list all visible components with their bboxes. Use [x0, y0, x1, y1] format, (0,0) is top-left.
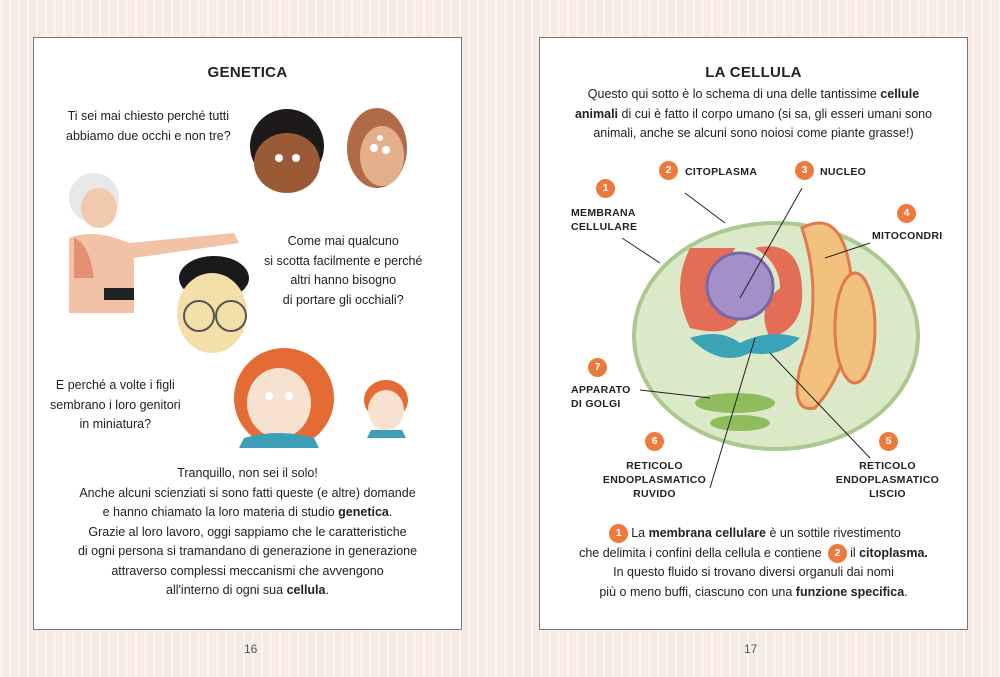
text: più o meno buffi, ciascuno con una — [599, 584, 796, 599]
nucleus — [707, 253, 773, 319]
text-line: Come mai qualcuno — [287, 234, 399, 248]
text: e hanno chiamato la loro materia di studio — [102, 505, 339, 519]
text: è un sottile rivestimento — [766, 526, 901, 540]
red-hair-child — [364, 380, 408, 438]
bold-term: animali — [574, 106, 619, 121]
label-line: RETICOLO — [626, 460, 683, 472]
text: . — [325, 583, 329, 597]
text: Questo qui sotto è lo schema di una delle tantissime — [587, 87, 881, 101]
badge-2-inline: 2 — [828, 544, 847, 563]
glasses-face — [177, 256, 249, 353]
badge-1: 1 — [596, 179, 615, 198]
badge-7: 7 — [588, 358, 607, 377]
text: La — [631, 526, 649, 540]
page-number: 16 — [244, 642, 258, 656]
bold-term: genetica — [338, 505, 389, 519]
text-line: di portare gli occhiali? — [282, 292, 404, 307]
page-title: GENETICA — [207, 64, 288, 81]
bold-term: membrana cellulare — [648, 526, 766, 540]
label-mitocondri: MITOCONDRI — [872, 230, 943, 242]
label-line: ENDOPLASMATICO — [602, 474, 707, 486]
text-line: sembrano i loro genitori — [50, 397, 181, 412]
red-hair-parent — [234, 348, 334, 448]
label-line: DI GOLGI — [571, 398, 621, 410]
badge-1-inline: 1 — [609, 524, 628, 543]
text: di cui è fatto il corpo umano (si sa, gli esseri umani sono — [618, 106, 933, 121]
bold-term: citoplasma. — [859, 545, 928, 560]
badge-3: 3 — [795, 161, 814, 180]
bold-term: cellula — [286, 583, 326, 597]
badge-4: 4 — [897, 204, 916, 223]
label-citoplasma: CITOPLASMA — [685, 166, 758, 178]
right-page — [539, 37, 968, 630]
text-line: E perché a volte i figli — [55, 378, 175, 392]
label-line: RUVIDO — [633, 488, 676, 500]
page-number: 17 — [744, 642, 758, 656]
curly-hair-face — [250, 109, 324, 193]
text: . — [388, 505, 393, 519]
label-line: LISCIO — [869, 488, 906, 500]
text-line: si scotta facilmente e perché — [264, 253, 423, 268]
badge-6: 6 — [645, 432, 664, 451]
label-apparato-golgi — [571, 383, 631, 411]
text-line: altri hanno bisogno — [290, 273, 397, 287]
label-membrana-cellulare — [571, 206, 637, 234]
page-title: LA CELLULA — [705, 64, 802, 81]
badge-2: 2 — [659, 161, 678, 180]
bold-term: funzione specifica — [795, 584, 905, 599]
text-line: Tranquillo, non sei il solo! — [177, 466, 318, 480]
label-nucleo: NUCLEO — [820, 166, 867, 178]
text-line: In questo fluido si trovano diversi organuli dai nomi — [613, 565, 894, 579]
label-line: MEMBRANA — [571, 207, 636, 219]
text: il — [850, 545, 860, 560]
badge-5: 5 — [879, 432, 898, 451]
bold-term: cellule — [880, 87, 920, 101]
left-page — [33, 37, 462, 630]
text-line: Ti sei mai chiesto perché tutti — [67, 109, 230, 123]
text-line: attraverso complessi meccanismi che avvengono — [111, 563, 384, 578]
genetics-paragraph — [34, 464, 461, 601]
text-line: Grazie al loro lavoro, oggi sappiamo che le caratteristiche — [88, 524, 407, 539]
label-reticolo-liscio — [830, 459, 945, 501]
text: che delimita i confini della cellula e contiene — [579, 545, 826, 560]
text-line: in miniatura? — [79, 417, 152, 431]
text: . — [904, 584, 908, 599]
three-eyed-face — [347, 108, 407, 188]
label-reticolo-ruvido — [597, 459, 712, 501]
text-line: Anche alcuni scienziati si sono fatti queste (e altre) domande — [79, 485, 416, 500]
text: all'interno di ogni sua — [166, 583, 287, 597]
bottom-paragraph — [540, 524, 967, 602]
text-line: abbiamo due occhi e non tre? — [66, 128, 231, 143]
text-line: animali, anche se alcuni sono noiosi come piante grasse!) — [593, 126, 914, 140]
label-line: RETICOLO — [859, 460, 916, 472]
illustration-people — [34, 38, 463, 458]
label-line: CELLULARE — [571, 221, 638, 233]
text-line: di ogni persona si tramandano di generazione in generazione — [77, 544, 418, 558]
label-line: ENDOPLASMATICO — [835, 474, 940, 486]
label-line: APPARATO — [571, 384, 631, 396]
